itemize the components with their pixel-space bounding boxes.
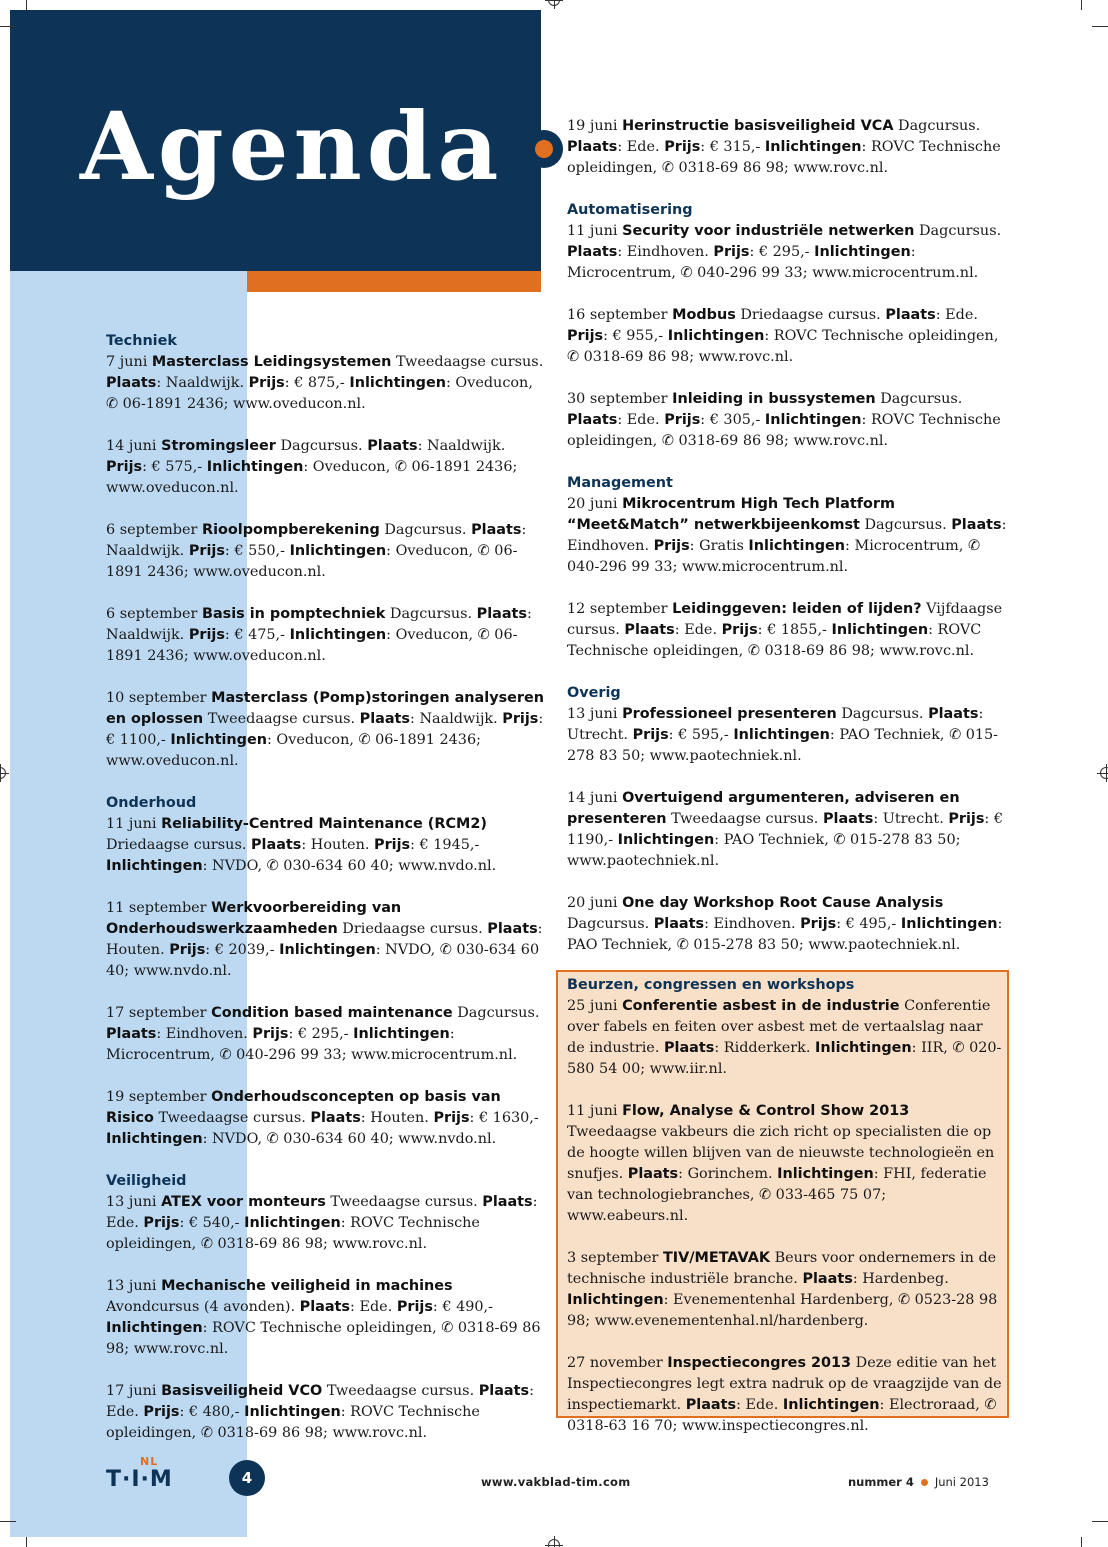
entry-date: 11 juni [106,816,157,832]
place-label: Plaats [951,517,1002,533]
place-label: Plaats [663,1040,715,1056]
issue-number: nummer 4 [848,1475,914,1489]
entry-description: Tweedaagse cursus. [671,811,819,827]
entry-place: Ede [359,1299,388,1315]
entry-description: Vijfdaagse cursus. [567,601,1003,638]
section [106,331,544,772]
agenda-entry: 11 juni Security voor industriële netwerken Dagcursus. Plaats: Eindhoven. Prijs: € 295,- Inlichtingen: Microcentrum, ✆ 040-296 99 33; www.microcentrum.nl. [567,223,1002,281]
entry-place: Ede [626,139,656,155]
footer-issue [848,1475,989,1489]
entry-description: Driedaagse cursus. [106,837,247,853]
section-heading: Management [567,475,673,491]
info-label: Inlichtingen [777,1166,874,1182]
price-label: Prijs [143,1404,180,1420]
place-label: Plaats [478,1383,530,1399]
section [106,793,544,1150]
agenda-entry: 20 juni Mikrocentrum High Tech Platform “Meet&Match” netwerkbijeenkomst Dagcursus. Plaats: Eindhoven. Prijs: Gratis Inlichtingen: Microcentrum, ✆ 040-296 99 33; www.microcentrum.nl. [567,496,1007,575]
entry-info: PAO Techniek, ✆ 015-278 83 50; www.paotechniek.nl. [567,937,961,953]
entry-info: ROVC Technische opleidingen, ✆ 0318-69 86 98; www.rovc.nl. [567,412,1001,449]
entry-date: 27 november [567,1355,663,1371]
entry-place: Naaldwijk [419,711,494,727]
info-label: Inlichtingen [106,1131,203,1147]
entry-place: Naaldwijk [427,438,501,454]
crop-mark [0,26,16,27]
footer-url: www.vakblad-tim.com [481,1475,631,1489]
entry-title: Inleiding in bussystemen [672,391,876,407]
entry-info: ROVC Technische opleidingen, ✆ 0318-69 86 98; www.rovc.nl. [106,1215,480,1252]
entry-date: 11 juni [567,223,618,239]
entry-price: € 1630,- [478,1110,539,1126]
entry-date: 13 juni [106,1194,157,1210]
entry-date: 12 september [567,601,668,617]
entry-info: NVDO, ✆ 030-634 60 40; www.nvdo.nl. [106,942,540,979]
price-label: Prijs [948,811,985,827]
agenda-entry: 27 november Inspectiecongres 2013 Deze editie van het Inspectiecongres legt extra nadruk op de vraagzijde van de inspectiemarkt. Plaats: Ede. Inlichtingen: Electroraad, ✆ 0318-63 16 70; www.inspectiecongres.nl. [567,1355,1002,1434]
entry-price: Gratis [699,538,744,554]
entry-price: € 540,- [188,1215,240,1231]
entry-title: Security voor industriële netwerken [622,223,915,239]
price-label: Prijs [502,711,539,727]
entry-title: Modbus [672,307,736,323]
entry-price: € 1190,- [567,811,1004,848]
entry-price: € 305,- [709,412,761,428]
place-label: Plaats [653,916,705,932]
agenda-entry: 11 juni Reliability-Centred Maintenance (RCM2) Driedaagse cursus. Plaats: Houten. Prijs: € 1945,- Inlichtingen: NVDO, ✆ 030-634 60 40; www.nvdo.nl. [106,816,497,874]
section [106,1171,544,1444]
entry-date: 25 juni [567,998,618,1014]
entry-price: € 1100,- [106,732,166,748]
agenda-entry: 11 september Werkvoorbereiding van Onderhoudswerkzaamheden Driedaagse cursus. Plaats: Houten. Prijs: € 2039,- Inlichtingen: NVDO, ✆ 030-634 60 40; www.nvdo.nl. [106,900,543,979]
entry-title: Masterclass (Pomp)storingen analyseren en oplossen [106,690,545,727]
registration-mark [548,0,560,6]
agenda-entry: 13 juni ATEX voor monteurs Tweedaagse cursus. Plaats: Ede. Prijs: € 540,- Inlichtingen: ROVC Technische opleidingen, ✆ 0318-69 86 98; www.rovc.nl. [106,1194,538,1252]
entry-place: Eindhoven [567,538,645,554]
agenda-entry: 30 september Inleiding in bussystemen Dagcursus. Plaats: Ede. Prijs: € 305,- Inlichtingen: ROVC Technische opleidingen, ✆ 0318-69 86 98; www.rovc.nl. [567,391,1001,449]
entry-title: Onderhoudsconcepten op basis van Risico [106,1089,501,1126]
page-number-badge: 4 [229,1460,265,1496]
entry-date: 19 juni [567,118,618,134]
entry-date: 30 september [567,391,668,407]
crop-mark [26,0,27,10]
agenda-entry: 6 september Basis in pomptechniek Dagcursus. Plaats: Naaldwijk. Prijs: € 475,- Inlichtingen: Oveducon, ✆ 06-1891 2436; www.oveducon.nl. [106,606,532,664]
entry-title: One day Workshop Root Cause Analysis [622,895,944,911]
place-label: Plaats [367,438,418,454]
entry-price: € 1945,- [419,837,480,853]
issue-date: Juni 2013 [934,1475,989,1489]
entry-title: Conferentie asbest in de industrie [622,998,900,1014]
entry-price: € 1855,- [767,622,827,638]
entry-description: Beurs voor ondernemers in de technische industriële branche. [567,1250,997,1287]
entry-info: Evenementenhal Hardenberg, ✆ 0523-28 98 98; www.evenementenhal.nl/hardenberg. [567,1292,998,1329]
entry-title: Stromingsleer [161,438,276,454]
entry-info: Oveducon, ✆ 06-1891 2436; www.oveducon.nl. [106,627,518,664]
agenda-entry: 19 juni Herinstructie basisveiligheid VCA Dagcursus. Plaats: Ede. Prijs: € 315,- Inlichtingen: ROVC Technische opleidingen, ✆ 0318-69 86 98; www.rovc.nl. [567,118,1001,176]
entry-description: Tweedaagse cursus. [330,1194,478,1210]
section [567,975,1003,1437]
entry-price: € 295,- [758,244,810,260]
place-label: Plaats [685,1397,737,1413]
entry-info: Electroraad, ✆ 0318-63 16 70; www.inspectiecongres.nl. [567,1397,997,1434]
price-label: Prijs [653,538,690,554]
agenda-entry: 16 september Modbus Driedaagse cursus. Plaats: Ede. Prijs: € 955,- Inlichtingen: ROVC Technische opleidingen, ✆ 0318-69 86 98; www.rovc.nl. [567,307,999,365]
place-label: Plaats [299,1299,351,1315]
info-label: Inlichtingen [748,538,846,554]
entry-title: Professioneel presenteren [622,706,837,722]
entry-place: Houten [370,1110,425,1126]
section-heading: Overig [567,685,621,701]
info-label: Inlichtingen [106,1320,203,1336]
section-heading: Onderhoud [106,795,197,811]
info-label: Inlichtingen [353,1026,450,1042]
info-label: Inlichtingen [244,1404,341,1420]
place-label: Plaats [627,1166,679,1182]
info-label: Inlichtingen [289,627,387,643]
entry-price: € 595,- [678,727,729,743]
entry-title: ATEX voor monteurs [161,1194,326,1210]
entry-place: Utrecht [567,727,624,743]
place-label: Plaats [487,921,538,937]
place-label: Plaats [928,706,979,722]
info-label: Inlichtingen [244,1215,341,1231]
entry-date: 14 juni [567,790,618,806]
entry-place: Naaldwijk [106,543,180,559]
section-heading: Techniek [106,333,177,349]
entry-info: Oveducon, ✆ 06-1891 2436; www.oveducon.nl. [106,375,533,412]
crop-mark [1081,0,1082,10]
info-label: Inlichtingen [764,412,862,428]
price-label: Prijs [800,916,837,932]
entry-date: 13 juni [106,1278,157,1294]
entry-date: 6 september [106,522,198,538]
place-label: Plaats [567,244,618,260]
info-label: Inlichtingen [617,832,715,848]
entry-description: Dagcursus. [864,517,947,533]
entry-price: € 295,- [297,1026,349,1042]
entry-description: Driedaagse cursus. [740,307,881,323]
place-label: Plaats [106,1026,157,1042]
section [567,116,1007,179]
entry-place: Naaldwijk [165,375,240,391]
info-label: Inlichtingen [764,139,862,155]
price-label: Prijs [106,459,143,475]
price-label: Prijs [396,1299,433,1315]
entry-date: 3 september [567,1250,659,1266]
entry-place: Ede [684,622,713,638]
entry-price: € 490,- [442,1299,493,1315]
entry-date: 11 september [106,900,207,916]
entry-title: Inspectiecongres 2013 [667,1355,852,1371]
entry-title: Masterclass Leidingsystemen [151,354,392,370]
crop-mark [1081,1537,1082,1547]
agenda-entry: 17 juni Basisveiligheid VCO Tweedaagse cursus. Plaats: Ede. Prijs: € 480,- Inlichtingen: ROVC Technische opleidingen, ✆ 0318-69 86 98; www.rovc.nl. [106,1383,534,1441]
header-dot [535,140,553,158]
price-label: Prijs [252,1026,289,1042]
logo-wordmark: T·I·M [106,1467,173,1492]
price-label: Prijs [248,375,285,391]
place-label: Plaats [885,307,936,323]
entry-place: Eindhoven [626,244,705,260]
agenda-entry: 10 september Masterclass (Pomp)storingen analyseren en oplossen Tweedaagse cursus. Plaats: Naaldwijk. Prijs: € 1100,- Inlichtingen: Oveducon, ✆ 06-1891 2436; www.oveducon.nl. [106,690,545,769]
entry-place: Ede [106,1404,135,1420]
entry-place: Gorinchem [687,1166,768,1182]
entry-description: Dagcursus. [384,522,467,538]
registration-mark [0,767,6,779]
place-label: Plaats [476,606,528,622]
entry-place: Houten [310,837,365,853]
entry-price: € 475,- [234,627,285,643]
place-label: Plaats [567,412,618,428]
entry-place: Utrecht [882,811,940,827]
place-label: Plaats [567,139,618,155]
entry-description: Tweedaagse vakbeurs die zich richt op specialisten die op de hoogte willen blijven van de nieuwste technologieën en snufjes. [567,1124,995,1182]
agenda-entry: 13 juni Mechanische veiligheid in machines Avondcursus (4 avonden). Plaats: Ede. Prijs: € 490,- Inlichtingen: ROVC Technische opleidingen, ✆ 0318-69 86 98; www.rovc.nl. [106,1278,541,1357]
price-label: Prijs [721,622,758,638]
price-label: Prijs [713,244,750,260]
agenda-entry: 13 juni Professioneel presenteren Dagcursus. Plaats: Utrecht. Prijs: € 595,- Inlichtingen: PAO Techniek, ✆ 015-278 83 50; www.paotechniek.nl. [567,706,999,764]
info-label: Inlichtingen [782,1397,880,1413]
place-label: Plaats [624,622,675,638]
entry-date: 20 juni [567,496,618,512]
info-label: Inlichtingen [733,727,830,743]
entry-info: FHI, federatie van technologiebranches, ✆ 033-465 75 07; www.eabeurs.nl. [567,1166,987,1224]
entry-info: ROVC Technische opleidingen, ✆ 0318-69 86 98; www.rovc.nl. [567,139,1001,176]
entry-date: 17 juni [106,1383,157,1399]
info-label: Inlichtingen [815,1040,912,1056]
place-label: Plaats [822,811,874,827]
entry-title: Rioolpompberekening [201,522,380,538]
agenda-entry: 7 juni Masterclass Leidingsystemen Tweedaagse cursus. Plaats: Naaldwijk. Prijs: € 875,- Inlichtingen: Oveducon, ✆ 06-1891 2436; www.oveducon.nl. [106,354,544,412]
right-column [567,116,1007,977]
info-label: Inlichtingen [567,1292,664,1308]
agenda-entry: 25 juni Conferentie asbest in de industrie Conferentie over fabels en feiten over asbest met de vertaalslag naar de industrie. Plaats: Ridderkerk. Inlichtingen: IIR, ✆ 020-580 54 00; www.iir.nl. [567,998,1002,1077]
place-label: Plaats [359,711,411,727]
entry-place: Ede [945,307,974,323]
entry-description: Dagcursus. [880,391,963,407]
entry-description: Conferentie over fabels en feiten over asbest met de vertaalslag naar de industrie. [567,998,991,1056]
price-label: Prijs [169,942,206,958]
entry-title: Werkvoorbereiding van Onderhoudswerkzaamheden [106,900,402,937]
fairs-box [567,975,1003,1437]
entry-place: Ridderkerk [723,1040,806,1056]
section-heading: Automatisering [567,202,693,218]
entry-info: ROVC Technische opleidingen, ✆ 0318-69 86 98; www.rovc.nl. [567,622,982,659]
price-label: Prijs [188,627,225,643]
entry-title: Mechanische veiligheid in machines [161,1278,453,1294]
entry-info: ROVC Technische opleidingen, ✆ 0318-69 86 98; www.rovc.nl. [106,1320,541,1357]
entry-info: ROVC Technische opleidingen, ✆ 0318-69 86 98; www.rovc.nl. [106,1404,480,1441]
agenda-entry: 20 juni One day Workshop Root Cause Analysis Dagcursus. Plaats: Eindhoven. Prijs: € 495,- Inlichtingen: PAO Techniek, ✆ 015-278 83 50; www.paotechniek.nl. [567,895,1003,953]
logo-nl: NL [140,1455,159,1468]
entry-date: 6 september [106,606,198,622]
entry-place: Hardenbeg [862,1271,945,1287]
price-label: Prijs [632,727,669,743]
entry-description: Dagcursus. [841,706,924,722]
crop-mark [26,1537,27,1547]
page-title: Agenda [80,92,504,202]
entry-title: Basis in pomptechniek [201,606,386,622]
entry-date: 11 juni [567,1103,618,1119]
entry-info: Microcentrum, ✆ 040-296 99 33; www.microcentrum.nl. [106,1047,518,1063]
entry-place: Eindhoven [713,916,791,932]
entry-price: € 315,- [709,139,761,155]
entry-description: Dagcursus. [919,223,1002,239]
section [567,200,1007,452]
entry-description: Dagcursus. [389,606,473,622]
price-label: Prijs [664,139,701,155]
entry-description: Dagcursus. [280,438,363,454]
entry-info: Oveducon, ✆ 06-1891 2436; www.oveducon.nl. [106,459,518,496]
info-label: Inlichtingen [349,375,446,391]
entry-price: € 575,- [151,459,203,475]
entry-description: Tweedaagse cursus. [207,711,356,727]
info-label: Inlichtingen [900,916,998,932]
tim-logo [106,1455,186,1495]
info-label: Inlichtingen [831,622,929,638]
entry-title: Mikrocentrum High Tech Platform “Meet&Match” netwerkbijeenkomst [567,496,895,533]
info-label: Inlichtingen [170,732,267,748]
entry-description: Dagcursus. [457,1005,540,1021]
entry-price: € 550,- [234,543,285,559]
entry-description: Tweedaagse cursus. [158,1110,306,1126]
agenda-entry: 14 juni Overtuigend argumenteren, adviseren en presenteren Tweedaagse cursus. Plaats: Utrecht. Prijs: € 1190,- Inlichtingen: PAO Techniek, ✆ 015-278 83 50; www.paotechniek.nl. [567,790,1004,869]
entry-info: PAO Techniek, ✆ 015-278 83 50; www.paotechniek.nl. [567,832,961,869]
entry-description: Dagcursus. [567,916,650,932]
price-label: Prijs [567,328,604,344]
entry-price: € 495,- [845,916,897,932]
entry-price: € 2039,- [214,942,275,958]
entry-date: 19 september [106,1089,207,1105]
entry-title: Leidinggeven: leiden of lijden? [672,601,922,617]
entry-info: PAO Techniek, ✆ 015-278 83 50; www.paotechniek.nl. [567,727,999,764]
entry-info: Oveducon, ✆ 06-1891 2436; www.oveducon.nl. [106,732,481,769]
info-label: Inlichtingen [279,942,376,958]
entry-title: Overtuigend argumenteren, adviseren en presenteren [567,790,960,827]
entry-info: Microcentrum, ✆ 040-296 99 33; www.microcentrum.nl. [567,265,979,281]
entry-price: € 875,- [294,375,345,391]
entry-description: Tweedaagse cursus. [326,1383,475,1399]
entry-place: Ede [745,1397,774,1413]
section-heading: Veiligheid [106,1173,187,1189]
info-label: Inlichtingen [289,543,387,559]
info-label: Inlichtingen [667,328,765,344]
entry-title: TIV/METAVAK [662,1250,771,1266]
separator-dot [921,1479,928,1486]
entry-title: Herinstructie basisveiligheid VCA [622,118,894,134]
price-label: Prijs [188,543,225,559]
section [567,473,1007,662]
entry-date: 7 juni [106,354,148,370]
entry-date: 10 september [106,690,207,706]
crop-mark [1092,1521,1108,1522]
entry-description: Tweedaagse cursus. [395,354,544,370]
entry-place: Eindhoven [165,1026,244,1042]
entry-price: € 955,- [612,328,664,344]
left-column [106,331,544,1465]
entry-description: Deze editie van het Inspectiecongres legt extra nadruk op de vraagzijde van de inspectiemarkt. [567,1355,1002,1413]
place-label: Plaats [471,522,522,538]
agenda-entry: 14 juni Stromingsleer Dagcursus. Plaats: Naaldwijk. Prijs: € 575,- Inlichtingen: Oveducon, ✆ 06-1891 2436; www.oveducon.nl. [106,438,518,496]
crop-mark [1092,26,1108,27]
entry-place: Ede [626,412,656,428]
agenda-entry: 6 september Rioolpompberekening Dagcursus. Plaats: Naaldwijk. Prijs: € 550,- Inlichtingen: Oveducon, ✆ 06-1891 2436; www.oveducon.nl. [106,522,527,580]
entry-title: Basisveiligheid VCO [161,1383,323,1399]
place-label: Plaats [310,1110,361,1126]
entry-info: Microcentrum, ✆ 040-296 99 33; www.microcentrum.nl. [567,538,981,575]
header-banner [10,10,541,271]
entry-date: 16 september [567,307,668,323]
section [567,683,1007,956]
section-heading: Beurzen, congressen en workshops [567,977,855,993]
entry-date: 20 juni [567,895,618,911]
entry-title: Reliability-Centred Maintenance (RCM2) [161,816,487,832]
agenda-entry: 3 september TIV/METAVAK Beurs voor ondernemers in de technische industriële branche. Plaats: Hardenbeg. Inlichtingen: Evenementenhal Hardenberg, ✆ 0523-28 98 98; www.evenementenhal.nl/hardenberg. [567,1250,998,1329]
entry-date: 13 juni [567,706,618,722]
price-label: Prijs [143,1215,180,1231]
place-label: Plaats [482,1194,533,1210]
entry-description: Dagcursus. [898,118,981,134]
agenda-entry: 19 september Onderhoudsconcepten op basis van Risico Tweedaagse cursus. Plaats: Houten. Prijs: € 1630,- Inlichtingen: NVDO, ✆ 030-634 60 40; www.nvdo.nl. [106,1089,539,1147]
entry-place: Ede [106,1215,135,1231]
entry-title: Condition based maintenance [211,1005,453,1021]
agenda-entry: 17 september Condition based maintenance Dagcursus. Plaats: Eindhoven. Prijs: € 295,- Inlichtingen: Microcentrum, ✆ 040-296 99 33; www.microcentrum.nl. [106,1005,540,1063]
entry-title: Flow, Analyse & Control Show 2013 [622,1103,910,1119]
info-label: Inlichtingen [206,459,304,475]
entry-info: IIR, ✆ 020-580 54 00; www.iir.nl. [567,1040,1002,1077]
entry-place: Naaldwijk [106,627,180,643]
agenda-entry: 12 september Leidinggeven: leiden of lijden? Vijfdaagse cursus. Plaats: Ede. Prijs: € 1855,- Inlichtingen: ROVC Technische opleidingen, ✆ 0318-69 86 98; www.rovc.nl. [567,601,1003,659]
place-label: Plaats [802,1271,853,1287]
place-label: Plaats [251,837,302,853]
info-label: Inlichtingen [106,858,203,874]
entry-info: NVDO, ✆ 030-634 60 40; www.nvdo.nl. [212,858,497,874]
orange-accent-bar [247,271,541,292]
entry-place: Houten [106,942,161,958]
place-label: Plaats [106,375,157,391]
price-label: Prijs [433,1110,470,1126]
info-label: Inlichtingen [814,244,911,260]
agenda-entry: 11 juni Flow, Analyse & Control Show 2013 Tweedaagse vakbeurs die zich richt op specialisten die op de hoogte willen blijven van de nieuwste technologieën en snufjes. Plaats: Gorinchem. Inlichtingen: FHI, federatie van technologiebranches, ✆ 033-465 75 07; www.eabeurs.nl. [567,1103,995,1224]
entry-info: NVDO, ✆ 030-634 60 40; www.nvdo.nl. [212,1131,497,1147]
entry-date: 14 juni [106,438,157,454]
entry-info: ROVC Technische opleidingen, ✆ 0318-69 86 98; www.rovc.nl. [567,328,999,365]
crop-mark [0,1521,16,1522]
entry-price: € 480,- [188,1404,240,1420]
price-label: Prijs [664,412,701,428]
entry-date: 17 september [106,1005,207,1021]
entry-description: Avondcursus (4 avonden). [106,1299,296,1315]
entry-description: Driedaagse cursus. [342,921,483,937]
registration-mark [1100,767,1108,779]
registration-mark [548,1539,560,1547]
price-label: Prijs [374,837,411,853]
entry-info: Oveducon, ✆ 06-1891 2436; www.oveducon.nl. [106,543,518,580]
